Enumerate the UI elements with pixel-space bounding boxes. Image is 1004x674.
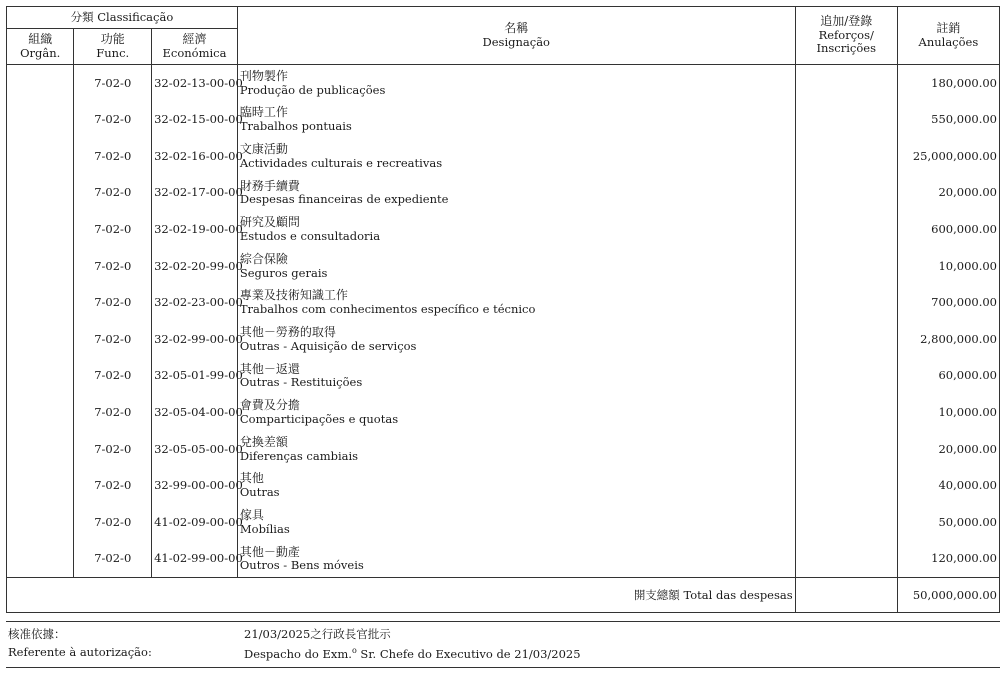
authorization-footer <box>6 621 1000 668</box>
functional-code: 7-02-0 <box>74 358 152 395</box>
economic-code: 32-02-23-00-00 <box>152 285 238 322</box>
organic-header-zh: 組織 <box>28 31 53 46</box>
table-row <box>7 358 1000 395</box>
organic-cell <box>7 138 74 175</box>
annulment-value: 50,000.00 <box>897 504 999 541</box>
table-row <box>7 65 1000 102</box>
reinforcement-cell <box>795 394 897 431</box>
designation-pt: Seguros gerais <box>239 265 328 280</box>
organic-cell <box>7 211 74 248</box>
designation-cell <box>237 211 795 248</box>
economic-code: 32-05-04-00-00 <box>152 394 238 431</box>
annulment-value: 20,000.00 <box>897 431 999 468</box>
table-row <box>7 504 1000 541</box>
functional-code: 7-02-0 <box>74 138 152 175</box>
functional-code: 7-02-0 <box>74 211 152 248</box>
authorization-reference <box>8 628 152 664</box>
annulment-value: 25,000,000.00 <box>897 138 999 175</box>
functional-code: 7-02-0 <box>74 504 152 541</box>
table-row <box>7 248 1000 285</box>
designation-zh: 綜合保險 <box>239 251 288 266</box>
designation-cell <box>237 321 795 358</box>
reinforcement-cell <box>795 65 897 102</box>
designation-pt: Outros - Bens móveis <box>239 558 364 573</box>
organic-cell <box>7 102 74 139</box>
designation-zh: 會費及分擔 <box>239 398 300 413</box>
designation-pt: Actividades culturais e recreativas <box>239 155 443 170</box>
reinforcement-cell <box>795 468 897 505</box>
economic-code: 32-02-15-00-00 <box>152 102 238 139</box>
designation-pt: Trabalhos pontuais <box>239 119 352 134</box>
designation-zh: 其他－返還 <box>239 361 300 376</box>
economic-code: 32-02-17-00-00 <box>152 175 238 212</box>
designation-pt: Diferenças cambiais <box>239 448 359 463</box>
organic-cell <box>7 285 74 322</box>
table-row <box>7 541 1000 578</box>
dispatch-pt-sup: o <box>351 645 357 655</box>
functional-code: 7-02-0 <box>74 321 152 358</box>
designation-zh: 財務手續費 <box>239 178 300 193</box>
designation-cell <box>237 175 795 212</box>
designation-cell <box>237 431 795 468</box>
table-body <box>7 65 1000 578</box>
designation-header-zh: 名稱 <box>504 20 529 35</box>
organic-cell <box>7 431 74 468</box>
functional-code: 7-02-0 <box>74 248 152 285</box>
designation-zh: 刊物製作 <box>239 68 288 83</box>
budget-table <box>6 6 1000 613</box>
annulment-value: 10,000.00 <box>897 248 999 285</box>
reinforcement-cell <box>795 285 897 322</box>
designation-pt: Mobílias <box>239 521 290 536</box>
annulment-value: 40,000.00 <box>897 468 999 505</box>
economic-header-zh: 經濟 <box>182 31 207 46</box>
total-label: 開支總額 Total das despesas <box>7 578 796 613</box>
functional-code: 7-02-0 <box>74 65 152 102</box>
designation-header <box>237 7 795 65</box>
reinforcement-cell <box>795 211 897 248</box>
reinforcement-cell <box>795 541 897 578</box>
functional-header-pt: Func. <box>96 45 130 60</box>
designation-cell <box>237 358 795 395</box>
functional-code: 7-02-0 <box>74 285 152 322</box>
classification-header: 分類 Classificação <box>7 7 238 29</box>
reinforcement-cell <box>795 358 897 395</box>
table-row <box>7 211 1000 248</box>
total-reinforcement-cell <box>795 578 897 613</box>
table-row <box>7 431 1000 468</box>
designation-cell <box>237 541 795 578</box>
total-annulment-value: 50,000,000.00 <box>897 578 999 613</box>
designation-pt: Produção de publicações <box>239 82 386 97</box>
annulment-value: 700,000.00 <box>897 285 999 322</box>
authorization-reference-pt: Referente à autorização: <box>8 644 152 659</box>
annulment-header <box>897 7 999 65</box>
annulment-value: 180,000.00 <box>897 65 999 102</box>
reinforcement-cell <box>795 175 897 212</box>
designation-pt: Outras - Aquisição de serviços <box>239 338 417 353</box>
table-row <box>7 138 1000 175</box>
annulment-value: 10,000.00 <box>897 394 999 431</box>
economic-code: 32-05-05-00-00 <box>152 431 238 468</box>
designation-zh: 其他－動產 <box>239 544 300 559</box>
table-row <box>7 394 1000 431</box>
reinforcement-header-zh: 追加/登錄 <box>820 14 873 29</box>
designation-pt: Trabalhos com conhecimentos específico e técnico <box>239 302 536 317</box>
reinforcement-cell <box>795 321 897 358</box>
reinforcement-header <box>795 7 897 65</box>
reinforcement-header-pt1: Reforços/ <box>818 28 874 43</box>
designation-zh: 專業及技術知識工作 <box>239 288 348 303</box>
total-row <box>7 578 1000 613</box>
designation-pt: Estudos e consultadoria <box>239 228 381 243</box>
annulment-value: 120,000.00 <box>897 541 999 578</box>
designation-zh: 傢具 <box>239 507 264 522</box>
designation-zh: 其他－勞務的取得 <box>239 324 336 339</box>
designation-cell <box>237 394 795 431</box>
reinforcement-cell <box>795 102 897 139</box>
designation-zh: 研究及顧問 <box>239 215 300 230</box>
annulment-value: 2,800,000.00 <box>897 321 999 358</box>
organic-header <box>7 29 74 65</box>
economic-code: 32-99-00-00-00 <box>152 468 238 505</box>
designation-cell <box>237 138 795 175</box>
functional-header <box>74 29 152 65</box>
annulment-value: 20,000.00 <box>897 175 999 212</box>
economic-code: 32-02-99-00-00 <box>152 321 238 358</box>
designation-cell <box>237 65 795 102</box>
economic-code: 41-02-99-00-00 <box>152 541 238 578</box>
table-row <box>7 285 1000 322</box>
designation-pt: Comparticipações e quotas <box>239 411 399 426</box>
functional-code: 7-02-0 <box>74 431 152 468</box>
table-row <box>7 102 1000 139</box>
functional-code: 7-02-0 <box>74 102 152 139</box>
dispatch-pt-a: Despacho do Exm. <box>244 646 352 661</box>
organic-cell <box>7 65 74 102</box>
designation-cell <box>237 504 795 541</box>
functional-header-zh: 功能 <box>100 31 125 46</box>
dispatch-pt-b: Sr. Chefe do Executivo de 21/03/2025 <box>356 646 581 661</box>
organic-cell <box>7 248 74 285</box>
designation-cell <box>237 468 795 505</box>
designation-pt: Outras - Restituições <box>239 375 363 390</box>
annulment-value: 550,000.00 <box>897 102 999 139</box>
organic-header-pt: Orgân. <box>20 45 61 60</box>
organic-cell <box>7 504 74 541</box>
organic-cell <box>7 468 74 505</box>
economic-header <box>152 29 238 65</box>
designation-zh: 臨時工作 <box>239 105 288 120</box>
economic-code: 41-02-09-00-00 <box>152 504 238 541</box>
economic-header-pt: Económica <box>162 45 227 60</box>
functional-code: 7-02-0 <box>74 175 152 212</box>
designation-pt: Outras <box>239 485 280 500</box>
annulment-header-zh: 註銷 <box>936 20 961 35</box>
annulment-value: 60,000.00 <box>897 358 999 395</box>
annulment-header-pt: Anulações <box>918 34 979 49</box>
designation-zh: 文康活動 <box>239 141 288 156</box>
dispatch-zh: 21/03/2025之行政長官批示 <box>244 627 391 641</box>
reinforcement-cell <box>795 248 897 285</box>
designation-cell <box>237 102 795 139</box>
economic-code: 32-02-13-00-00 <box>152 65 238 102</box>
economic-code: 32-05-01-99-00 <box>152 358 238 395</box>
reinforcement-cell <box>795 138 897 175</box>
dispatch-pt <box>244 646 581 662</box>
authorization-reference-zh: 核准依據： <box>8 627 66 641</box>
designation-zh: 兌換差額 <box>239 434 288 449</box>
designation-zh: 其他 <box>239 471 264 486</box>
organic-cell <box>7 541 74 578</box>
reinforcement-header-pt2: Inscrições <box>816 41 876 56</box>
dispatch-reference <box>244 628 581 665</box>
economic-code: 32-02-16-00-00 <box>152 138 238 175</box>
reinforcement-cell <box>795 504 897 541</box>
annulment-value: 600,000.00 <box>897 211 999 248</box>
table-row <box>7 468 1000 505</box>
table-row <box>7 321 1000 358</box>
organic-cell <box>7 321 74 358</box>
reinforcement-cell <box>795 431 897 468</box>
designation-cell <box>237 248 795 285</box>
organic-cell <box>7 394 74 431</box>
functional-code: 7-02-0 <box>74 468 152 505</box>
organic-cell <box>7 358 74 395</box>
designation-header-pt: Designação <box>482 34 550 49</box>
functional-code: 7-02-0 <box>74 541 152 578</box>
organic-cell <box>7 175 74 212</box>
designation-cell <box>237 285 795 322</box>
designation-pt: Despesas financeiras de expediente <box>239 192 449 207</box>
economic-code: 32-02-20-99-00 <box>152 248 238 285</box>
economic-code: 32-02-19-00-00 <box>152 211 238 248</box>
table-row <box>7 175 1000 212</box>
functional-code: 7-02-0 <box>74 394 152 431</box>
